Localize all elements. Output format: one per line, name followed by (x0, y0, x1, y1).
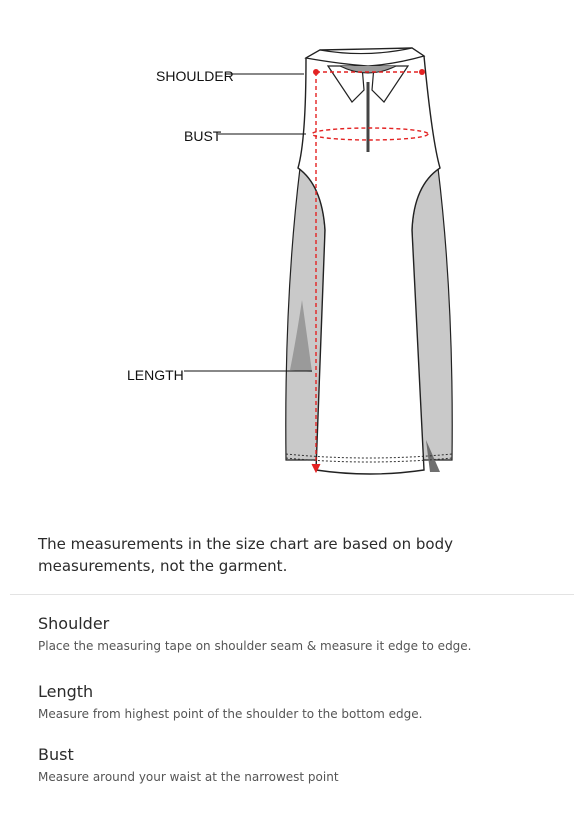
shoulder-right-dot (419, 69, 425, 75)
section-title: Shoulder (38, 614, 110, 633)
measurement-intro-text: The measurements in the size chart are based on body measurements, not the garment. (38, 535, 453, 575)
bust-label: BUST (184, 128, 222, 144)
section-bust (38, 745, 568, 784)
section-title: Bust (38, 745, 74, 764)
section-description: Measure around your waist at the narrowest point (38, 770, 339, 784)
section-shoulder (38, 614, 568, 653)
section-description: Measure from highest point of the shoulder to the bottom edge. (38, 707, 423, 721)
shoulder-label: SHOULDER (156, 68, 234, 84)
length-label: LENGTH (127, 367, 184, 383)
section-description: Place the measuring tape on shoulder seam & measure it edge to edge. (38, 639, 472, 653)
divider (10, 594, 574, 595)
section-length (38, 682, 568, 721)
section-title: Length (38, 682, 94, 701)
